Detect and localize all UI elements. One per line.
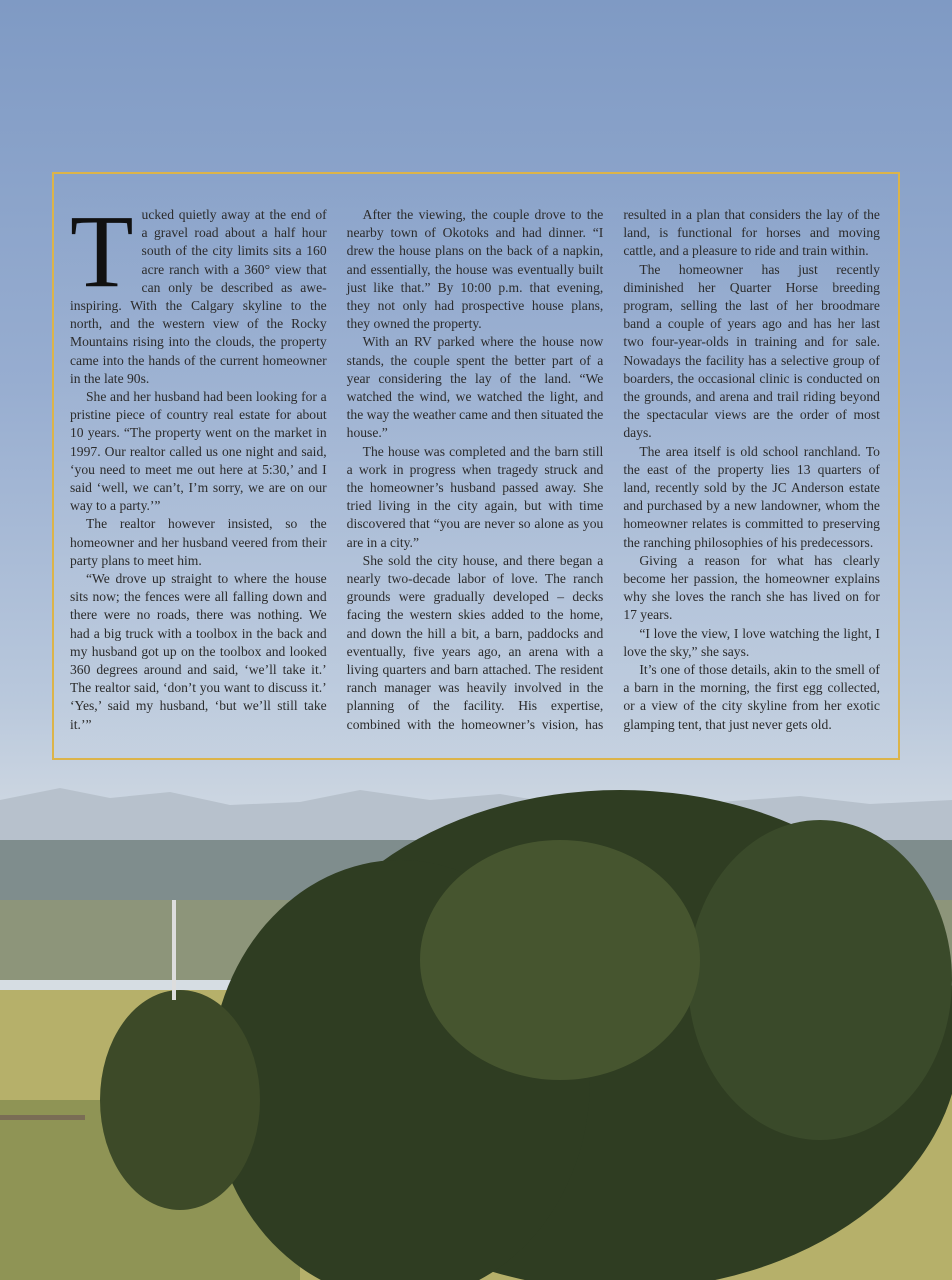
article-frame [52,172,900,760]
article-paragraph: The area itself is old school ranchland. To the east of the property lies 13 quarters of land, recently sold by the JC Anderson estate and purchased by a new landowner, whom the homeowner relates is committed to preserving the ranching philosophies of his predecessors. [623,443,880,550]
article-paragraph: She sold the city house, and there began a nearly two-decade labor of love. The ranch grounds were gradually developed – decks facing the western skies added to the home, and down the hill a bit, a barn, paddocks and eventually, five years ago, an arena with a living quarters and barn attached. The resident ranch manager was heavily involved in the planning of the facility. His expertise, combined with the homeowner’s vision, has resulted in a plan that considers the lay of the land, is functional for horses and moving cattle, and a pleasure to ride and train within. [346,207,880,732]
drop-cap: T [70,194,134,309]
article-paragraph: She and her husband had been looking for a pristine piece of country real estate for about 10 years. “The property went on the market in 1997. Our realtor called us one night and said, ‘you need to meet me out here at 5:30,’ and I said ‘well, we can’t, I’m sorry, we are on our way to a party.’” [70,389,327,514]
power-pole [172,900,176,1000]
article-paragraph: The house was completed and the barn still a work in progress when tragedy struck and the homeowner’s husband passed away. She tried living in the city again, but with time discovered that “you are never so alone as you are in a city.” [346,443,604,550]
article-paragraph: Giving a reason for what has clearly become her passion, the homeowner explains why she loves the ranch she has lived on for 17 years. [623,552,880,623]
first-paragraph-text: ucked quietly away at the end of a gravel road about a half hour south of the city limits sits a 160 acre ranch with a 360° view that can only be described as awe-inspiring. With the Calgary skyline to the north, and the western view of the Rocky Mountains rising into the clouds, the property came into the hands of the current homeowner in the late 90s. [70,207,327,386]
article-paragraph: After the viewing, the couple drove to the nearby town of Okotoks and had dinner. “I drew the house plans on the back of a napkin, and essentially, the house was eventually built just like that.” By 10:00 p.m. that evening, they not only had prospective house plans, they owned the property. [346,207,604,332]
article-paragraph: The realtor however insisted, so the homeowner and her husband veered from their party plans to meet him. [70,516,327,568]
fence [0,1115,85,1120]
article-body [70,194,880,734]
article-paragraph: It’s one of those details, akin to the smell of a barn in the morning, the first egg collected, or a view of the city skyline from her exotic glamping tent, that just never gets old. [623,662,880,732]
article-paragraph: With an RV parked where the house now stands, the couple spent the better part of a year considering the lay of the land. “We watched the wind, we watched the light, and the way the weather came and then situated the house.” [346,334,604,441]
article-paragraph: “I love the view, I love watching the light, I love the sky,” she says. [623,625,880,659]
article-paragraph: “We drove up straight to where the house sits now; the fences were all falling down and there were no roads, there was nothing. We had a big truck with a toolbox in the back and my husband got up on the toolbox and looked 360 degrees around and said, ‘we’ll take it.’ The realtor said, ‘don’t you want to discuss it.’ ‘Yes,’ said my husband, ‘but we’ll still take it.’” [70,571,327,732]
ranch-landscape-photo [0,780,952,1280]
article-paragraph: The homeowner has just recently diminished her Quarter Horse breeding program, selling the last of her broodmare band a couple of years ago and has her last two four-year-olds in training and for sale. Nowadays the facility has a selective group of boarders, the occasional clinic is conducted on the grounds, and arena and trail riding beyond the spectacular views are the order of most days. [623,261,880,441]
article-paragraph-1 [70,194,327,388]
